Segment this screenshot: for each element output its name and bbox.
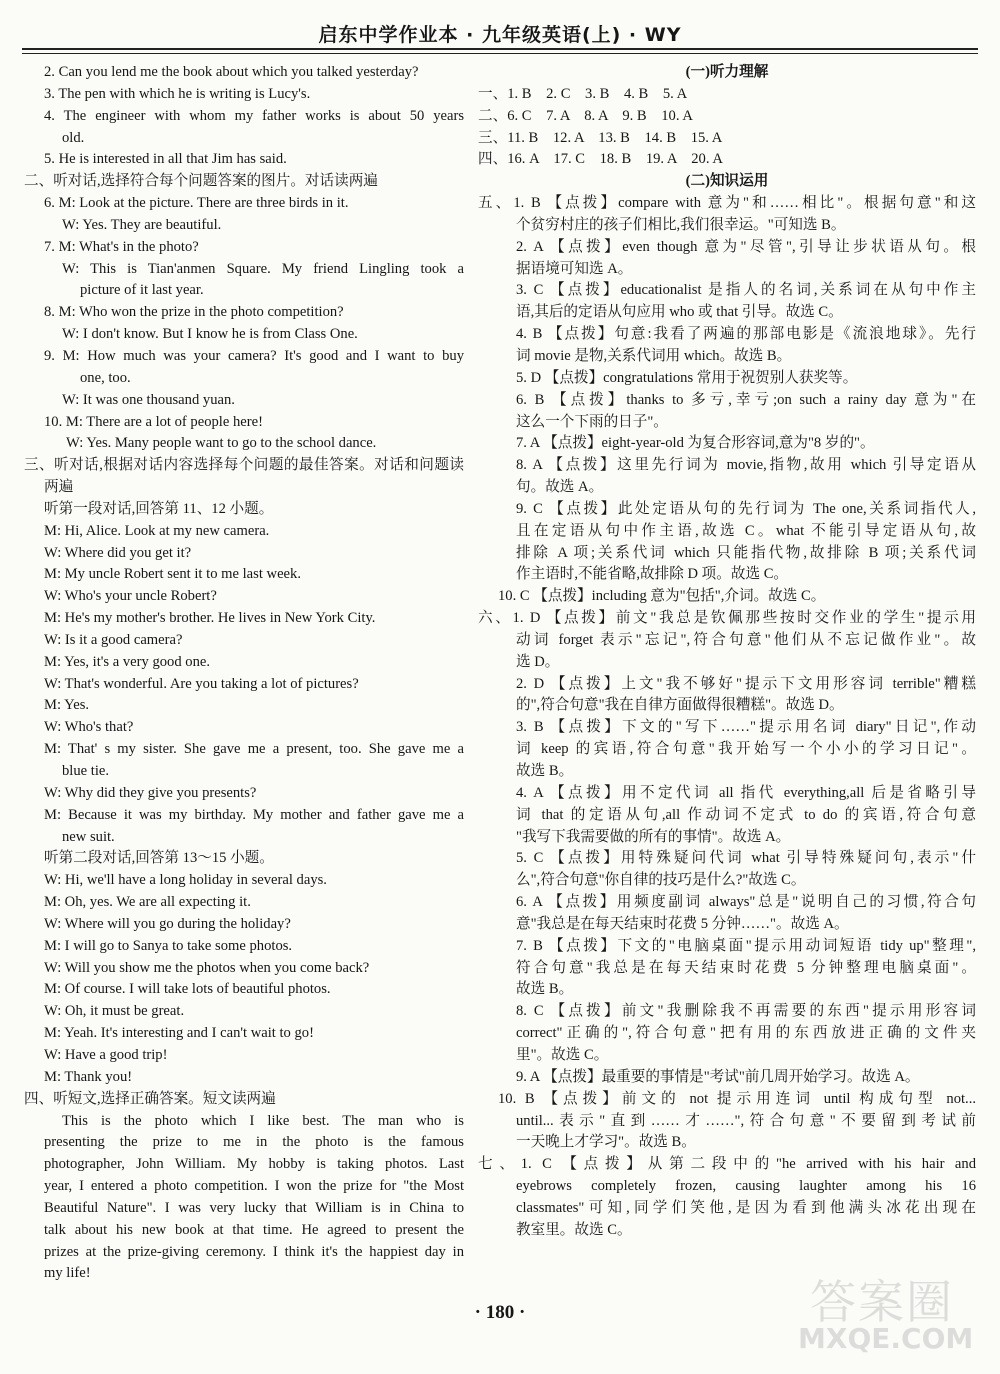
left-column-line: 听第一段对话,回答第 11、12 小题。 — [44, 500, 274, 517]
right-column-line: 五、1. B 【点拨】compare with 意为"和……相比"。根据句意"和这 — [478, 195, 976, 212]
left-column-line: W: This is Tian'anmen Square. My friend Lingling took a — [62, 260, 464, 277]
right-column-line: 9. C 【点拨】此处定语从句的先行词为 The one,关系词指代人, — [516, 500, 976, 517]
right-column-line: until...表示"直到……才……",符合句意"不要留到考试前 — [516, 1112, 976, 1129]
left-column-line: W: Who's that? — [44, 719, 134, 736]
right-column-line: 8. C 【点拨】前文"我删除我不再需要的东西"提示用形容词 — [516, 1003, 976, 1020]
right-column-line: 9. A 【点拨】最重要的事情是"考试"前几周开始学习。故选 A。 — [516, 1068, 920, 1085]
right-column-line: 这么一个下雨的日子"。 — [516, 413, 668, 430]
right-column-line: 7. B 【点拨】下文的"电脑桌面"提示用动词短语 tidy up"整理", — [516, 937, 976, 954]
right-column-line: 2. D 【点拨】上文"我不够好"提示下文用形容词 terrible"糟糕 — [516, 675, 976, 692]
left-column-line: photographer, John William. My hobby is taking photos. Last — [44, 1156, 464, 1173]
left-column-line: M: That' s my sister. She gave me a present, too. She gave me a — [44, 741, 464, 758]
left-column-line: blue tie. — [62, 763, 110, 779]
header-rule-thin — [22, 53, 978, 54]
right-column — [478, 62, 976, 1242]
left-column-line: 8. M: Who won the prize in the photo competition? — [44, 304, 344, 321]
left-column-line: W: Why did they give you presents? — [44, 784, 257, 801]
left-column-line: 2. Can you lend me the book about which you talked yesterday? — [44, 64, 419, 80]
left-column-line: Beautiful Nature". I was very lucky that William is in China to — [44, 1199, 464, 1216]
header-title: 启东中学作业本 · 九年级英语(上) · WY — [318, 24, 682, 46]
right-column-line: 且在定语从句中作主语,故选 C。what 不能引导定语从句,故 — [516, 522, 976, 539]
left-column-line: 听第二段对话,回答第 13～15 小题。 — [44, 850, 274, 867]
left-column-line: one, too. — [80, 369, 131, 386]
right-column-line: (二)知识运用 — [685, 173, 769, 190]
right-column-line: 符合句意"我总是在每天结束时花费 5 分钟整理电脑桌面"。 — [516, 959, 976, 976]
header-rule-thick — [22, 48, 978, 50]
right-column-line: 6. A 【点拨】用频度副词 always"总是"说明自己的习惯,符合句 — [516, 894, 976, 911]
right-column-line: 作主语时,不能省略,故排除 D 项。故选 C。 — [516, 566, 789, 583]
right-column-line: 3. C 【点拨】educationalist 是指人的名词,关系词在从句中作主 — [516, 282, 976, 299]
left-column-line: 3. The pen with which he is writing is Lucy's. — [44, 85, 311, 102]
left-column-line: M: Because it was my birthday. My mother and father gave me a — [44, 806, 464, 823]
left-column-line: M: Thank you! — [44, 1068, 133, 1085]
right-column-line: eyebrows completely frozen, causing laughter among his 16 — [516, 1178, 976, 1195]
right-column-line: 七、1. C 【点拨】从第二段中的"he arrived with his hair and — [478, 1156, 976, 1173]
left-column-line: prizes at the prize-giving ceremony. I think it's the happiest day in — [44, 1243, 464, 1260]
right-column-line: 意"我总是在每天结束时花费 5 分钟……"。故选 A。 — [516, 915, 849, 932]
right-column-line: 据语境可知选 A。 — [516, 260, 633, 277]
right-column-line: 2. A 【点拨】even though 意为"尽管",引导让步状语从句。根 — [516, 238, 976, 255]
left-column-line: 9. M: How much was your camera? It's good and I want to buy — [44, 347, 464, 364]
watermark — [798, 1266, 978, 1358]
right-column-line: 故选 B。 — [516, 763, 574, 779]
right-column-line: 二、6. C 7. A 8. A 9. B 10. A — [478, 107, 693, 124]
left-column-line: M: He's my mother's brother. He lives in New York City. — [44, 610, 376, 627]
left-column-line: presenting the prize to me in the photo is the famous — [44, 1134, 464, 1151]
left-column-line: M: Of course. I will take lots of beautiful photos. — [44, 981, 331, 998]
left-column-line: M: Hi, Alice. Look at my new camera. — [44, 522, 270, 539]
right-column-line: 5. D 【点拨】congratulations 常用于祝贺别人获奖等。 — [516, 369, 858, 386]
left-column-line: W: Will you show me the photos when you come back? — [44, 959, 370, 976]
right-column-line: 排除 A 项;关系代词 which 只能指代物,故排除 B 项;关系代词 — [516, 544, 976, 561]
right-column-line: 动词 forget 表示"忘记",符合句意"他们从不忘记做作业"。故 — [516, 631, 976, 648]
right-column-line: 一天晚上才学习"。故选 B。 — [516, 1134, 696, 1151]
left-column-line: 四、听短文,选择正确答案。短文读两遍 — [24, 1090, 276, 1107]
right-column-line: 的",符合句意"我在自律方面做得很糟糕"。故选 D。 — [516, 697, 844, 714]
left-column-line: year, I entered a photo competition. I won the prize for "the Most — [44, 1178, 464, 1195]
left-column-line: M: Yeah. It's interesting and I can't wait to go! — [44, 1025, 314, 1042]
right-column-line: 语,其后的定语从句应用 who 或 that 引导。故选 C。 — [516, 304, 843, 321]
right-column-line: 一、1. B 2. C 3. B 4. B 5. A — [478, 85, 688, 102]
left-column-line: W: Oh, it must be great. — [44, 1003, 185, 1020]
right-column-line: 5. C 【点拨】用特殊疑问代词 what 引导特殊疑问句,表示"什 — [516, 850, 976, 867]
left-column-line: 6. M: Look at the picture. There are three birds in it. — [44, 195, 349, 212]
right-column-line: 10. C 【点拨】including 意为"包括",介词。故选 C。 — [498, 588, 826, 605]
right-column-line: 么",符合句意"你自律的技巧是什么?"故选 C。 — [516, 872, 806, 889]
right-column-line: "我写下我需要做的所有的事情"。故选 A。 — [516, 828, 791, 845]
left-column-line: 二、听对话,选择符合每个问题答案的图片。对话读两遍 — [24, 173, 378, 190]
left-column-line: W: Yes. Many people want to go to the school dance. — [66, 435, 377, 452]
left-column-line: W: That's wonderful. Are you taking a lot of pictures? — [44, 675, 359, 692]
left-column-line: This is the photo which I like best. The man who is — [62, 1112, 464, 1129]
left-column-line: W: It was one thousand yuan. — [62, 391, 235, 408]
left-column-line: W: Hi, we'll have a long holiday in several days. — [44, 872, 327, 889]
left-column-line: 4. The engineer with whom my father works is about 50 years — [44, 107, 464, 124]
left-column-line: M: Yes. — [44, 697, 90, 714]
left-column-line: W: Where did you get it? — [44, 544, 192, 561]
left-column-line: 10. M: There are a lot of people here! — [44, 413, 263, 430]
right-column-line: 3. B 【点拨】下文的"写下……"提示用名词 diary"日记",作动 — [516, 719, 976, 736]
right-column-line: 4. B 【点拨】句意:我看了两遍的那部电影是《流浪地球》。先行 — [516, 326, 976, 343]
right-column-line: classmates"可知,同学们笑他,是因为看到他满头冰花出现在 — [516, 1199, 976, 1216]
left-column-line: new suit. — [62, 828, 115, 845]
page-number: · 180 · — [474, 1302, 526, 1323]
left-column-line: W: Who's your uncle Robert? — [44, 588, 217, 605]
right-column-line: 4. A 【点拨】用不定代词 all 指代 everything,all 后是省略引导 — [516, 784, 976, 801]
right-column-line: 10. B 【点拨】前文的 not 提示用连词 until 构成句型 not... — [498, 1090, 976, 1107]
left-column-line: M: I will go to Sanya to take some photos. — [44, 937, 293, 954]
left-column-line: W: Where will you go during the holiday? — [44, 915, 291, 932]
left-column-line: W: Is it a good camera? — [44, 631, 183, 648]
right-column-line: 7. A 【点拨】eight-year-old 为复合形容词,意为"8 岁的"。 — [516, 435, 875, 452]
left-column-line: 5. He is interested in all that Jim has said. — [44, 151, 287, 168]
left-column — [24, 62, 464, 1285]
page-header — [0, 14, 1000, 50]
right-column-line: (一)听力理解 — [685, 64, 769, 80]
left-column-line: my life! — [44, 1265, 91, 1282]
right-column-line: 词 movie 是物,关系代词用 which。故选 B。 — [516, 347, 792, 364]
right-column-line: 里"。故选 C。 — [516, 1046, 609, 1063]
right-column-line: 6. B 【点拨】thanks to 多亏,幸亏;on such a rainy day 意为"在 — [516, 391, 976, 408]
right-column-line: 词 that 的定语从句,all 作动词不定式 to do 的宾语,符合句意 — [516, 806, 976, 823]
right-column-line: correct"正确的",符合句意"把有用的东西放进正确的文件夹 — [516, 1025, 976, 1042]
left-column-line: old. — [62, 129, 85, 146]
left-column-line: 7. M: What's in the photo? — [44, 238, 199, 255]
left-column-line: W: Have a good trip! — [44, 1046, 168, 1063]
left-column-line: 两遍 — [44, 479, 74, 496]
right-column-line: 六、1. D 【点拨】前文"我总是钦佩那些按时交作业的学生"提示用 — [478, 610, 976, 627]
right-column-line: 选 D。 — [516, 653, 560, 670]
right-column-line: 8. A 【点拨】这里先行词为 movie,指物,故用 which 引导定语从 — [516, 457, 976, 474]
right-column-line: 教室里。故选 C。 — [516, 1221, 632, 1238]
right-column-line: 个贫穷村庄的孩子们相比,我们很幸运。"可知选 B。 — [516, 216, 846, 233]
right-column-line: 三、11. B 12. A 13. B 14. B 15. A — [478, 129, 723, 146]
left-column-line: M: Oh, yes. We are all expecting it. — [44, 894, 251, 911]
left-column-line: talk about his new book at that time. He agreed to present the — [44, 1221, 464, 1238]
watermark-url: MXQE.COM — [798, 1322, 974, 1355]
left-column-line: W: I don't know. But I know he is from Class One. — [62, 326, 358, 343]
watermark-logo-text: 答案圈 — [810, 1275, 954, 1329]
left-column-line: M: My uncle Robert sent it to me last week. — [44, 566, 301, 583]
right-column-line: 词 keep 的宾语,符合句意"我开始写一个小小的学习日记"。 — [516, 741, 976, 758]
right-column-line: 四、16. A 17. C 18. B 19. A 20. A — [478, 151, 723, 168]
right-column-line: 故选 B。 — [516, 981, 574, 998]
left-column-line: 三、听对话,根据对话内容选择每个问题的最佳答案。对话和问题读 — [24, 457, 464, 474]
left-column-line: M: Yes, it's a very good one. — [44, 653, 210, 670]
left-column-line: W: Yes. They are beautiful. — [62, 216, 222, 233]
right-column-line: 句。故选 A。 — [516, 479, 604, 496]
left-column-line: picture of it last year. — [80, 282, 204, 299]
